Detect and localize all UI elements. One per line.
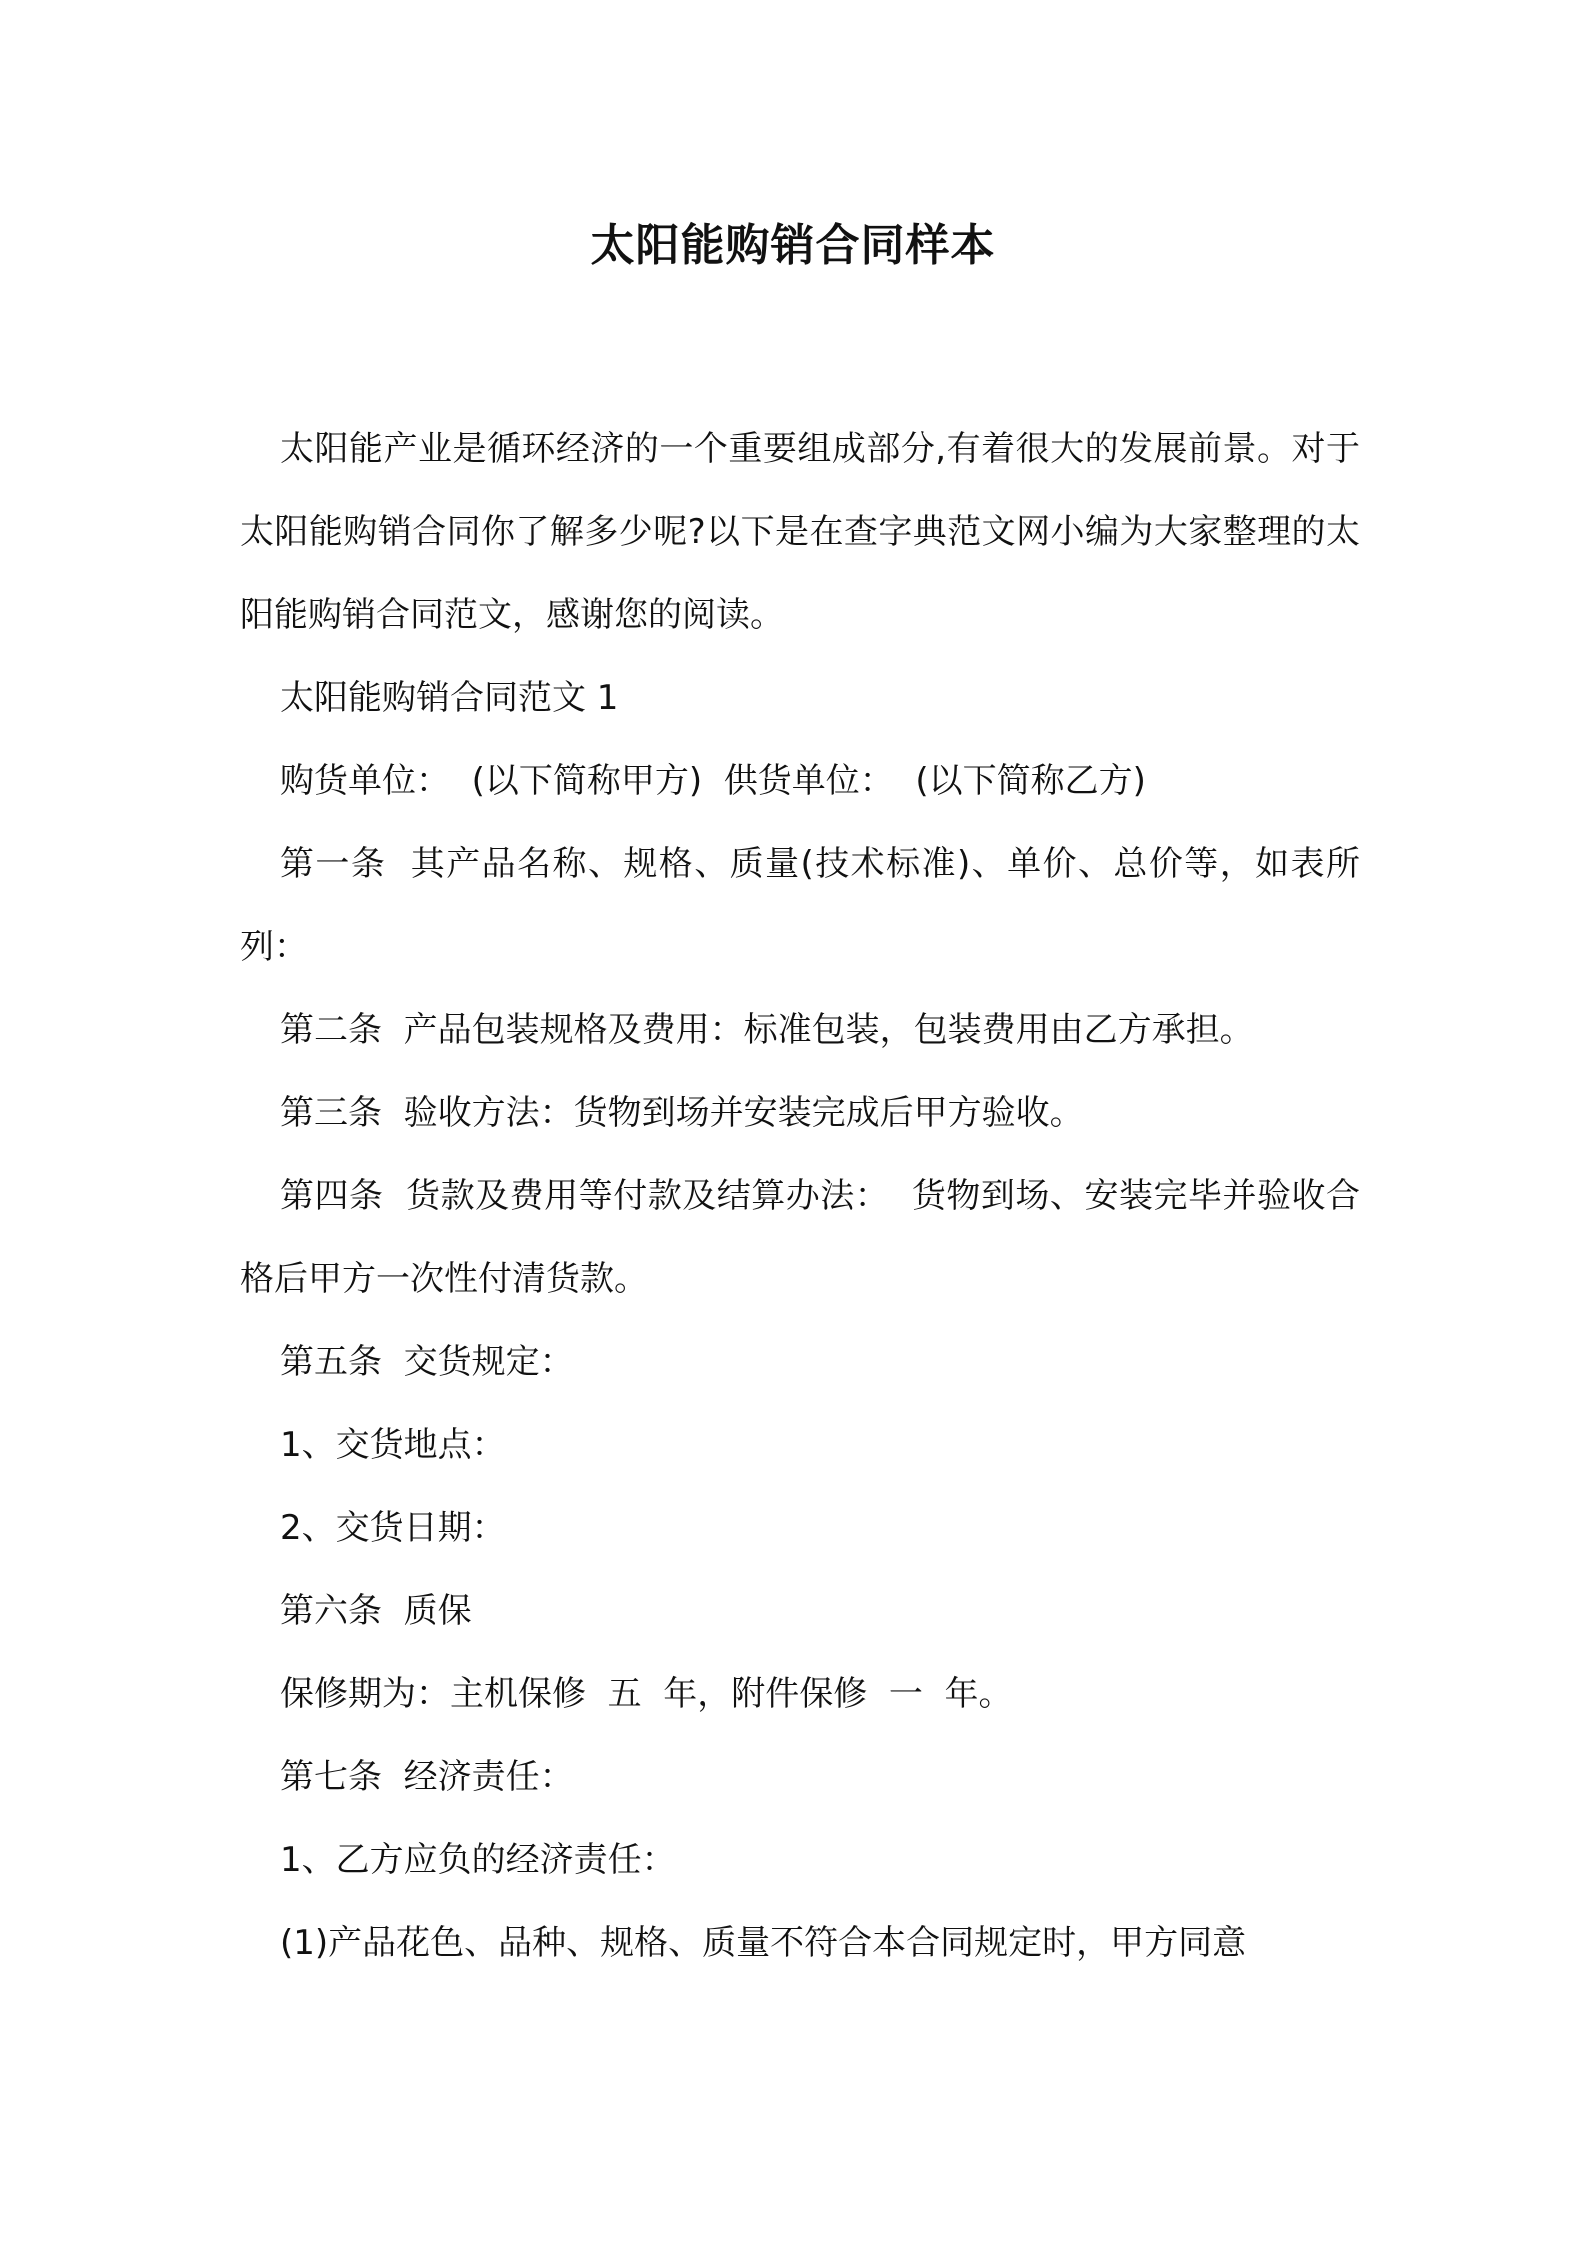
section-heading: 太阳能购销合同范文 1: [280, 678, 619, 718]
article-7: 第七条 经济责任：: [280, 1757, 574, 1797]
article-3: 第三条 验收方法：货物到场并安装完成后甲方验收。: [280, 1093, 1084, 1133]
seller-liability: 1、乙方应负的经济责任：: [280, 1840, 676, 1880]
intro-paragraph: 太阳能产业是循环经济的一个重要组成部分,有着很大的发展前景。对于太阳能购销合同你了解多少呢?以下是在查字典范文网小编为大家整理的太阳能购销合同范文，感谢您的阅读。: [240, 429, 1360, 635]
article-2: 第二条 产品包装规格及费用：标准包装，包装费用由乙方承担。: [280, 1010, 1254, 1050]
article-6: 第六条 质保: [280, 1591, 472, 1631]
article-4: 第四条 货款及费用等付款及结算办法： 货物到场、安装完毕并验收合格后甲方一次性付清货款。: [240, 1176, 1360, 1299]
article-5: 第五条 交货规定：: [280, 1342, 574, 1382]
delivery-location: 1、交货地点：: [280, 1425, 506, 1465]
article-1: 第一条 其产品名称、规格、质量(技术标准)、单价、总价等，如表所列：: [240, 844, 1360, 967]
delivery-date: 2、交货日期：: [280, 1508, 506, 1548]
document-title: 太阳能购销合同样本: [590, 220, 996, 271]
warranty-line: 保修期为：主机保修 五 年，附件保修 一 年。: [280, 1674, 1013, 1714]
document-body: [240, 408, 1360, 1985]
liability-clause-1: (1)产品花色、品种、规格、质量不符合本合同规定时，甲方同意: [280, 1923, 1247, 1963]
parties-line: 购货单位： (以下简称甲方) 供货单位： (以下简称乙方): [280, 761, 1146, 801]
